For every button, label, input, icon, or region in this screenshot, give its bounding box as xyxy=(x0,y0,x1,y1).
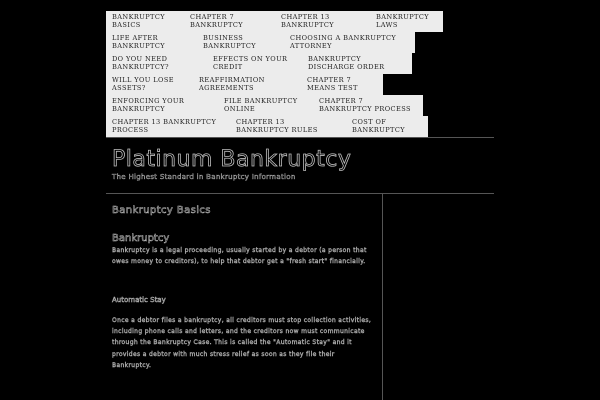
header-divider-bottom xyxy=(106,193,494,194)
nav-link[interactable]: COST OF BANKRUPTCY xyxy=(346,116,428,137)
site-tagline: The Highest Standard in Bankruptcy Information xyxy=(112,173,296,181)
nav-link[interactable]: BANKRUPTCY LAWS xyxy=(370,11,443,32)
sidebar-divider xyxy=(382,194,383,400)
article-paragraph-2: Once a debtor files a bankruptcy, all creditors must stop collection activities, including phone calls and letters, and the creditors now must communicate through the Bankruptcy Case. This is called the "Automatic Stay" and it provides a debtor with much stress relief as soon as they file their Bankruptcy. xyxy=(112,317,372,369)
header-divider-top xyxy=(106,137,494,138)
nav-link[interactable]: CHAPTER 7 BANKRUPTCY xyxy=(184,11,275,32)
nav-link[interactable]: BANKRUPTCY DISCHARGE ORDER xyxy=(302,53,412,74)
nav-link[interactable]: FILE BANKRUPTCY ONLINE xyxy=(218,95,313,116)
nav-link[interactable]: CHAPTER 7 BANKRUPTCY PROCESS xyxy=(313,95,423,116)
nav-link[interactable]: CHAPTER 7 MEANS TEST xyxy=(301,74,383,95)
nav-link[interactable]: BANKRUPTCY BASICS xyxy=(106,11,184,32)
nav-row xyxy=(106,53,446,74)
nav-row xyxy=(106,74,446,95)
section-title: Bankruptcy Basics xyxy=(112,205,211,216)
nav-link[interactable]: DO YOU NEED BANKRUPTCY? xyxy=(106,53,207,74)
nav-link[interactable]: WILL YOU LOSE ASSETS? xyxy=(106,74,193,95)
nav-row xyxy=(106,11,446,32)
article-paragraph-1: Bankruptcy is a legal proceeding, usually started by a debtor (a person that owes money to creditors), to help that debtor get a "fresh start" financially. xyxy=(112,247,367,265)
nav-link[interactable]: BUSINESS BANKRUPTCY xyxy=(197,32,284,53)
site-title[interactable]: Platinum Bankruptcy xyxy=(112,147,352,172)
nav-link[interactable]: CHAPTER 13 BANKRUPTCY PROCESS xyxy=(106,116,230,137)
nav-link[interactable]: CHOOSING A BANKRUPTCY ATTORNEY xyxy=(284,32,415,53)
nav-link[interactable]: EFFECTS ON YOUR CREDIT xyxy=(207,53,302,74)
nav-link[interactable]: LIFE AFTER BANKRUPTCY xyxy=(106,32,197,53)
article-heading: Bankruptcy xyxy=(112,233,170,244)
top-navigation xyxy=(106,11,446,137)
main-content xyxy=(112,205,374,371)
nav-row xyxy=(106,32,446,53)
nav-row xyxy=(106,116,446,137)
nav-link[interactable]: REAFFIRMATION AGREEMENTS xyxy=(193,74,301,95)
article-subheading: Automatic Stay xyxy=(112,296,166,304)
nav-row xyxy=(106,95,446,116)
nav-link[interactable]: CHAPTER 13 BANKRUPTCY RULES xyxy=(230,116,346,137)
nav-link[interactable]: CHAPTER 13 BANKRUPTCY xyxy=(275,11,370,32)
nav-link[interactable]: ENFORCING YOUR BANKRUPTCY xyxy=(106,95,218,116)
